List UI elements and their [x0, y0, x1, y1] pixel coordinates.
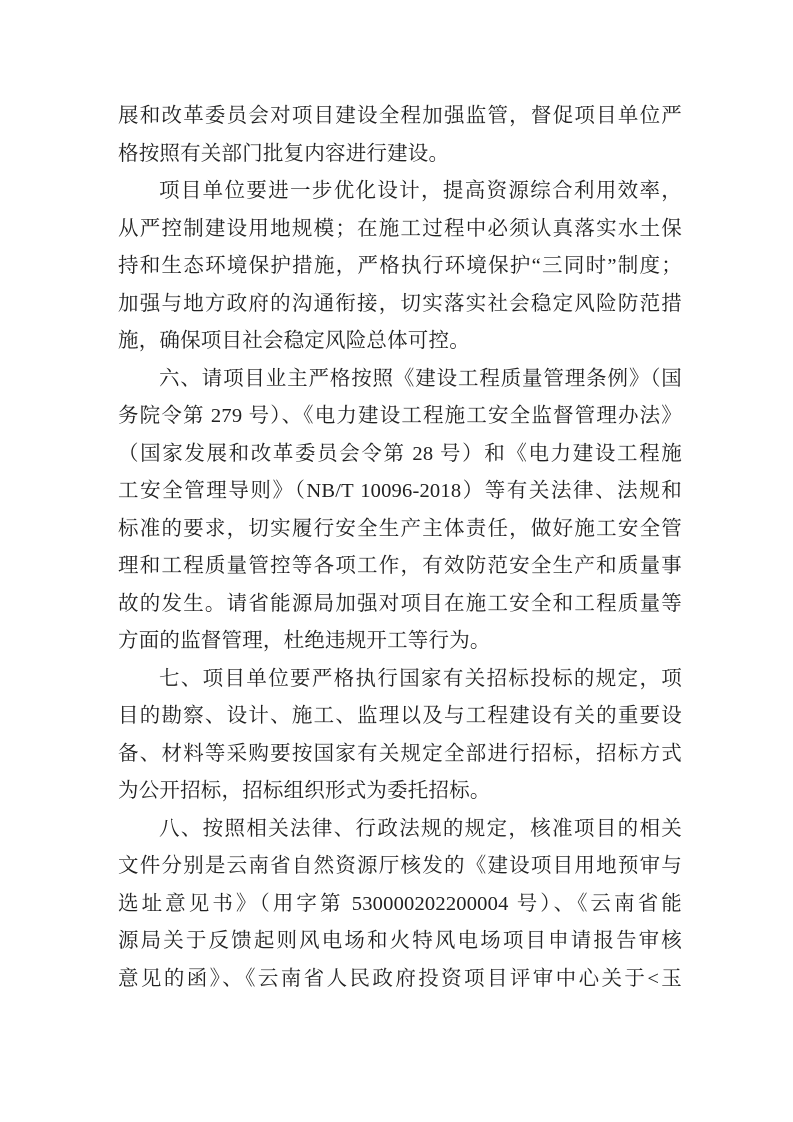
text-line: 为公开招标，招标组织形式为委托招标。: [118, 780, 491, 802]
text-line: 施，确保项目社会稳定风险总体可控。: [118, 330, 470, 352]
text-line: 故的发生。请省能源局加强对项目在施工安全和工程质量等: [118, 592, 682, 615]
text-line: 六、请项目业主严格按照《建设工程质量管理条例》（国: [159, 367, 682, 390]
paragraph-4: [118, 661, 682, 811]
text-line: （国家发展和改革委员会令第 28 号）和《电力建设工程施: [118, 442, 682, 465]
paragraph-1: [118, 98, 682, 173]
text-line: 源局关于反馈起则风电场和火特风电场项目申请报告审核: [118, 930, 682, 952]
text-line: 方面的监督管理，杜绝违规开工等行为。: [118, 630, 491, 652]
text-line: 展和改革委员会对项目建设全程加强监管，督促项目单位严: [118, 105, 682, 127]
text-line: 选址意见书》（用字第 530000202200004 号）、《云南省能: [118, 892, 682, 915]
text-block: [118, 98, 682, 998]
text-line: 务院令第 279 号）、《电力建设工程施工安全监督管理办法》: [118, 405, 682, 427]
text-line: 文件分别是云南省自然资源厅核发的《建设项目用地预审与: [118, 855, 682, 877]
text-line: 七、项目单位要严格执行国家有关招标投标的规定，项: [159, 667, 682, 690]
text-line: 从严控制建设用地规模；在施工过程中必须认真落实水土保: [118, 217, 682, 240]
paragraph-3: [118, 361, 682, 661]
text-line: 理和工程质量管控等各项工作，有效防范安全生产和质量事: [118, 555, 682, 577]
paragraph-5: [118, 811, 682, 999]
text-line: 意见的函》、《云南省人民政府投资项目评审中心关于<玉: [118, 967, 682, 990]
text-line: 目的勘察、设计、施工、监理以及与工程建设有关的重要设: [118, 705, 682, 727]
text-line: 项目单位要进一步优化设计，提高资源综合利用效率，: [159, 180, 682, 202]
text-line: 标准的要求，切实履行安全生产主体责任，做好施工安全管: [118, 517, 682, 540]
text-line: 加强与地方政府的沟通衔接，切实落实社会稳定风险防范措: [118, 292, 682, 315]
text-line: 格按照有关部门批复内容进行建设。: [118, 142, 450, 165]
text-line: 工安全管理导则》（NB/T 10096-2018）等有关法律、法规和: [118, 480, 682, 502]
text-line: 备、材料等采购要按国家有关规定全部进行招标，招标方式: [118, 742, 682, 765]
text-line: 八、按照相关法律、行政法规的规定，核准项目的相关: [159, 817, 682, 840]
text-line: 持和生态环境保护措施，严格执行环境保护“三同时”制度；: [118, 255, 682, 277]
paragraph-2: [118, 173, 682, 361]
